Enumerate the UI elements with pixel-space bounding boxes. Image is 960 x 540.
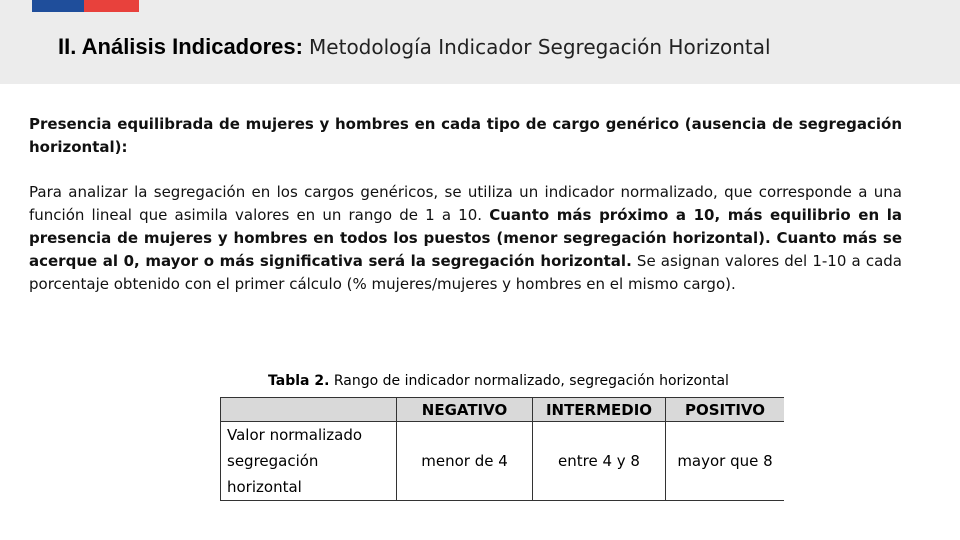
title-light: Metodología Indicador Segregación Horizontal	[309, 35, 771, 59]
row-label-line2: segregación horizontal	[227, 452, 319, 496]
paragraph-heading: Presencia equilibrada de mujeres y hombres en cada tipo de cargo genérico (ausencia de segregación horizontal):	[29, 115, 902, 156]
cell-intermedio: entre 4 y 8	[533, 422, 666, 501]
paragraph-part1: Para analizar la segregación en los cargos genéricos, se utiliza un indicador normalizado, que corresponde a una función lineal que asimila valores en un rango de 1 a 10.	[29, 183, 902, 224]
table-header-row	[221, 398, 785, 422]
row-label-cell	[221, 422, 397, 501]
header-cell-empty	[221, 398, 397, 422]
paragraph-part2: Se asignan valores del 1-10 a cada porcentaje obtenido con el primer cálculo (% mujeres/mujeres y hombres en el mismo cargo).	[29, 252, 903, 293]
paragraph-methodology	[29, 181, 902, 296]
caption-label: Tabla 2.	[268, 373, 330, 389]
cell-positivo: mayor que 8	[666, 422, 785, 501]
header-cell-intermedio: INTERMEDIO	[533, 398, 666, 422]
indicator-table	[220, 397, 784, 501]
header-cell-negativo: NEGATIVO	[397, 398, 533, 422]
row-label-line1: Valor normalizado	[227, 426, 363, 444]
cell-negativo: menor de 4	[397, 422, 533, 501]
table-row	[221, 422, 785, 501]
flag-blue-stripe	[32, 0, 84, 12]
paragraph-bold: Cuanto más próximo a 10, más equilibrio en la presencia de mujeres y hombres en todos los puestos (menor segregación horizontal). Cuanto más se acerque al 0, mayor o más significativa será la segregación horizontal.	[29, 206, 902, 270]
header-cell-positivo: POSITIVO	[666, 398, 785, 422]
header-bar	[0, 0, 960, 84]
title-bold: II. Análisis Indicadores:	[58, 34, 303, 59]
table-caption	[268, 372, 729, 390]
caption-text: Rango de indicador normalizado, segregación horizontal	[333, 373, 729, 389]
flag-red-stripe	[84, 0, 139, 12]
page-title	[58, 33, 771, 61]
